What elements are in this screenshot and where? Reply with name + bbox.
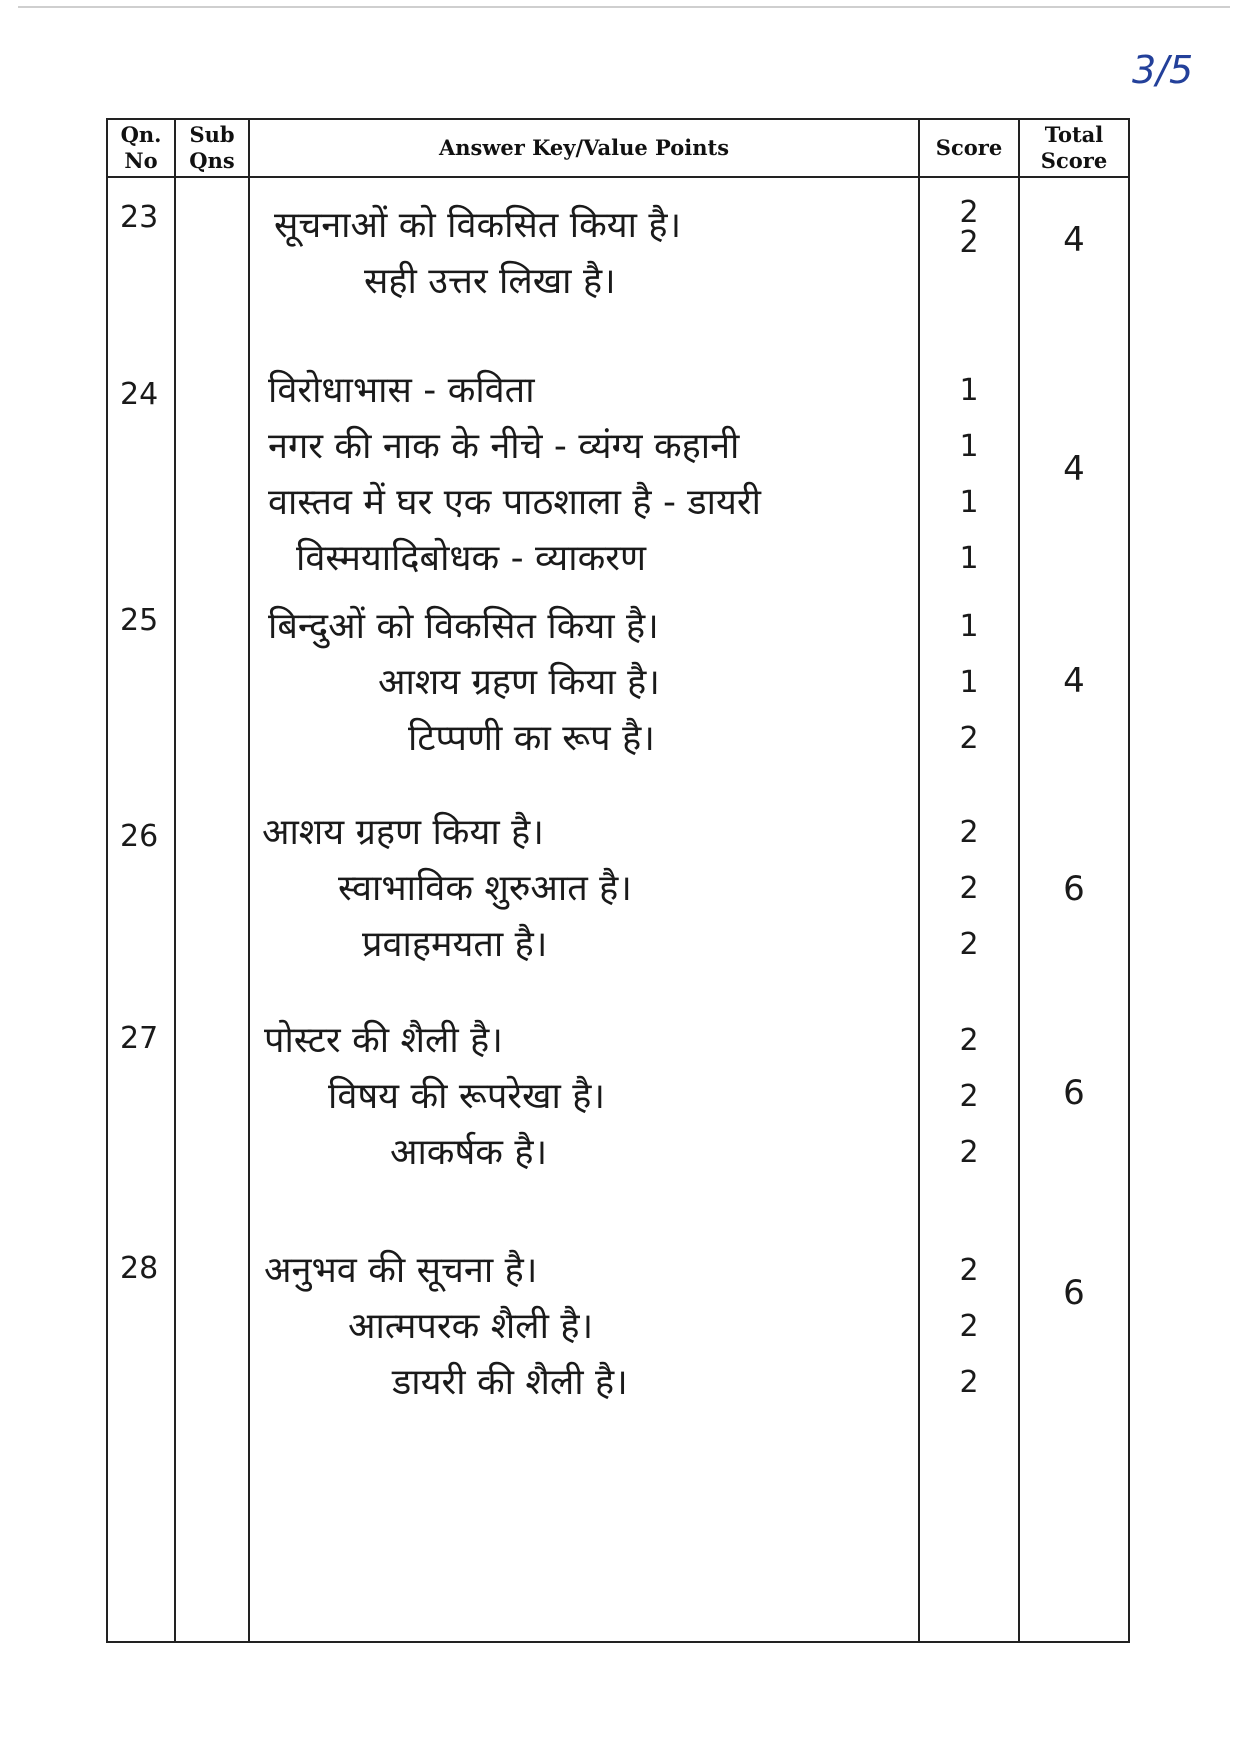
answer-key-table xyxy=(106,118,1130,1643)
header-score: Score xyxy=(919,119,1019,177)
answer-line: आकर्षक है। xyxy=(390,1132,548,1173)
answer-line: आशय ग्रहण किया है। xyxy=(262,812,544,853)
score-value: 2 xyxy=(959,1135,979,1170)
question-number: 23 xyxy=(120,200,159,235)
score-value: 2 xyxy=(959,871,979,906)
score-value: 2 xyxy=(959,721,979,756)
total-score-value: 6 xyxy=(1063,869,1085,909)
sub-qns-cell xyxy=(175,1225,249,1435)
score-value: 1 xyxy=(959,541,979,576)
answer-line: अनुभव की सूचना है। xyxy=(264,1250,538,1291)
answer-line: विषय की रूपरेखा है। xyxy=(328,1076,606,1117)
total-score-value: 6 xyxy=(1063,1273,1085,1313)
table-filler-row xyxy=(107,1435,1129,1642)
score-value: 2 xyxy=(959,195,979,230)
sub-qns-cell xyxy=(175,805,249,1005)
sub-qns-cell xyxy=(175,595,249,805)
question-number: 27 xyxy=(120,1021,159,1056)
answer-line: बिन्दुओं को विकसित किया है। xyxy=(268,606,659,647)
score-value: 2 xyxy=(959,1309,979,1344)
score-value: 2 xyxy=(959,815,979,850)
answer-line: स्वाभाविक शुरुआत है। xyxy=(338,868,632,909)
header-qn-no: Qn. No xyxy=(107,119,175,177)
table-row xyxy=(107,1005,1129,1225)
score-value: 2 xyxy=(959,927,979,962)
score-value: 1 xyxy=(959,665,979,700)
header-total-score: Total Score xyxy=(1019,119,1129,177)
score-value: 1 xyxy=(959,485,979,520)
header-sub-qns: Sub Qns xyxy=(175,119,249,177)
question-number: 25 xyxy=(120,603,159,638)
sub-qns-cell xyxy=(175,177,249,355)
answer-line: आत्मपरक शैली है। xyxy=(348,1306,594,1347)
header-row xyxy=(107,119,1129,177)
answer-line: आशय ग्रहण किया है। xyxy=(378,662,660,703)
sub-qns-cell xyxy=(175,355,249,595)
answer-line: डायरी की शैली है। xyxy=(392,1362,628,1403)
answer-line: सूचनाओं को विकसित किया है। xyxy=(274,205,682,246)
total-score-value: 4 xyxy=(1063,661,1085,701)
header-answer-key: Answer Key/Value Points xyxy=(249,119,919,177)
table-row xyxy=(107,355,1129,595)
total-score-value: 6 xyxy=(1063,1073,1085,1113)
table-row xyxy=(107,1225,1129,1435)
total-score-value: 4 xyxy=(1063,220,1085,260)
answer-line: नगर की नाक के नीचे - व्यंग्य कहानी xyxy=(268,426,740,467)
table-row xyxy=(107,805,1129,1005)
score-value: 2 xyxy=(959,1023,979,1058)
score-value: 1 xyxy=(959,373,979,408)
question-number: 24 xyxy=(120,377,159,412)
total-score-value: 4 xyxy=(1063,449,1085,489)
score-value: 2 xyxy=(959,1079,979,1114)
score-value: 1 xyxy=(959,429,979,464)
answer-line: विरोधाभास - कविता xyxy=(268,370,535,411)
question-number: 28 xyxy=(120,1251,159,1286)
score-value: 2 xyxy=(959,1365,979,1400)
score-value: 2 xyxy=(959,225,979,260)
answer-line: वास्तव में घर एक पाठशाला है - डायरी xyxy=(268,482,761,523)
page-number-mark: 3/5 xyxy=(1132,48,1194,92)
page-top-edge xyxy=(18,6,1230,8)
answer-line: प्रवाहमयता है। xyxy=(362,924,548,965)
sub-qns-cell xyxy=(175,1005,249,1225)
score-value: 1 xyxy=(959,609,979,644)
answer-line: पोस्टर की शैली है। xyxy=(264,1020,503,1061)
table-row xyxy=(107,177,1129,355)
table-row xyxy=(107,595,1129,805)
question-number: 26 xyxy=(120,819,159,854)
answer-line: टिप्पणी का रूप है। xyxy=(408,718,655,759)
answer-line: सही उत्तर लिखा है। xyxy=(364,261,616,302)
answer-line: विस्मयादिबोधक - व्याकरण xyxy=(296,538,646,579)
score-value: 2 xyxy=(959,1253,979,1288)
